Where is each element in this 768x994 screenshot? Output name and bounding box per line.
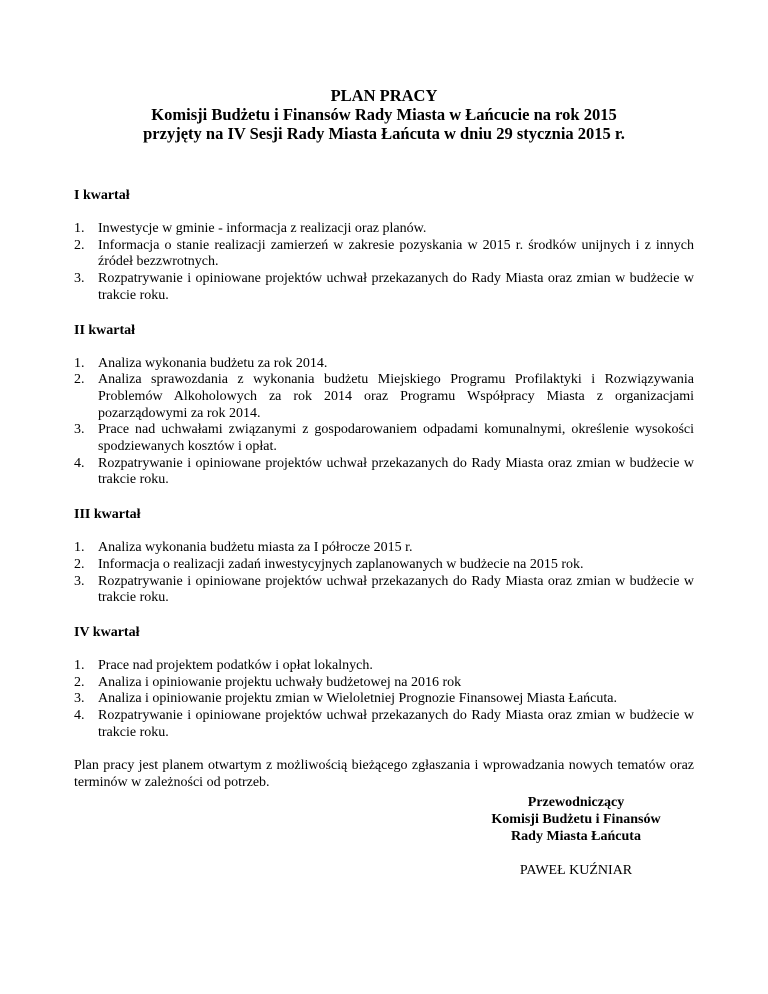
item-text: Prace nad projektem podatków i opłat lokalnych. <box>98 657 373 673</box>
item-number: 3. <box>74 422 85 438</box>
item-text: Informacja o realizacji zadań inwestycyjnych zaplanowanych w budżecie na 2015 rok. <box>98 556 584 572</box>
list-item <box>74 658 694 675</box>
title-line-3: przyjęty na IV Sesji Rady Miasta Łańcuta w dniu 29 stycznia 2015 r. <box>143 124 625 143</box>
list-item <box>74 675 694 692</box>
list-item <box>74 238 694 271</box>
item-number: 1. <box>74 657 85 673</box>
section-heading-q4: IV kwartał <box>74 624 140 640</box>
signature-title-line-2: Komisji Budżetu i Finansów <box>491 812 661 827</box>
list-item <box>74 372 694 422</box>
section-list-q2 <box>74 356 694 490</box>
item-number: 1. <box>74 221 85 236</box>
signature-title-line-3: Rady Miasta Łańcuta <box>511 829 641 844</box>
item-number: 3. <box>74 573 85 589</box>
list-item <box>74 574 694 607</box>
list-item <box>74 271 694 304</box>
title-line-2: Komisji Budżetu i Finansów Rady Miasta w Łańcucie na rok 2015 <box>151 105 617 124</box>
section-list-q1 <box>74 221 694 305</box>
item-number: 2. <box>74 237 85 253</box>
item-text: Analiza wykonania budżetu miasta za I półrocze 2015 r. <box>98 540 413 556</box>
signature-title-line-1: Przewodniczący <box>527 795 625 810</box>
item-number: 1. <box>74 355 85 371</box>
list-item <box>74 557 694 574</box>
item-text: Rozpatrywanie i opiniowane projektów uchwał przekazanych do Rady Miasta oraz zmian w budżecie w trakcie roku. <box>98 573 694 606</box>
list-item <box>74 422 694 455</box>
signatory-name: PAWEŁ KUŹNIAR <box>519 863 633 878</box>
item-text: Rozpatrywanie i opiniowane projektów uchwał przekazanych do Rady Miasta oraz zmian w budżecie w trakcie roku. <box>98 455 694 488</box>
item-text: Analiza i opiniowanie projektu zmian w Wieloletniej Prognozie Finansowej Miasta Łańcuta. <box>98 691 617 707</box>
item-number: 4. <box>74 708 85 724</box>
closing-paragraph: Plan pracy jest planem otwartym z możliwością bieżącego zgłaszania i wprowadzania nowych tematów oraz terminów w zależności od potrzeb. <box>74 758 694 791</box>
signature-block <box>481 794 671 879</box>
section-list-q4 <box>74 658 694 742</box>
section-heading-q3: III kwartał <box>74 507 141 523</box>
list-item <box>74 708 694 741</box>
item-number: 2. <box>74 674 85 690</box>
list-item <box>74 456 694 489</box>
item-number: 1. <box>74 540 85 556</box>
item-number: 3. <box>74 271 85 287</box>
title-line-1: PLAN PRACY <box>330 86 438 105</box>
item-text: Analiza sprawozdania z wykonania budżetu Miejskiego Programu Profilaktyki i Rozwiązywania Problemów Alkoholowych za rok 2014 oraz Programu Współpracy Miasta z organizacjami pozarządowymi za rok 2014. <box>98 372 694 421</box>
list-item <box>74 540 694 557</box>
item-text: Inwestycje w gminie - informacja z realizacji oraz planów. <box>98 221 427 236</box>
item-text: Informacja o stanie realizacji zamierzeń w zakresie pozyskania w 2015 r. środków unijnych i z innych źródeł bezzwrotnych. <box>98 237 694 270</box>
section-list-q3 <box>74 540 694 607</box>
item-number: 3. <box>74 691 85 707</box>
item-text: Prace nad uchwałami związanymi z gospodarowaniem odpadami komunalnymi, określenie wysokości spodziewanych kosztów i opłat. <box>98 422 694 455</box>
list-item <box>74 356 694 373</box>
list-item <box>74 221 694 238</box>
item-number: 2. <box>74 372 85 388</box>
item-text: Analiza i opiniowanie projektu uchwały budżetowej na 2016 rok <box>98 674 462 690</box>
item-text: Rozpatrywanie i opiniowane projektów uchwał przekazanych do Rady Miasta oraz zmian w budżecie w trakcie roku. <box>98 708 694 740</box>
list-item <box>74 691 694 708</box>
section-heading-q2: II kwartał <box>74 322 136 338</box>
document-title <box>74 86 694 143</box>
item-text: Analiza wykonania budżetu za rok 2014. <box>98 355 328 371</box>
section-heading-q1: I kwartał <box>74 188 130 203</box>
item-text: Rozpatrywanie i opiniowane projektów uchwał przekazanych do Rady Miasta oraz zmian w budżecie w trakcie roku. <box>98 271 694 303</box>
item-number: 4. <box>74 455 85 471</box>
item-number: 2. <box>74 556 85 572</box>
document-body <box>74 86 694 792</box>
